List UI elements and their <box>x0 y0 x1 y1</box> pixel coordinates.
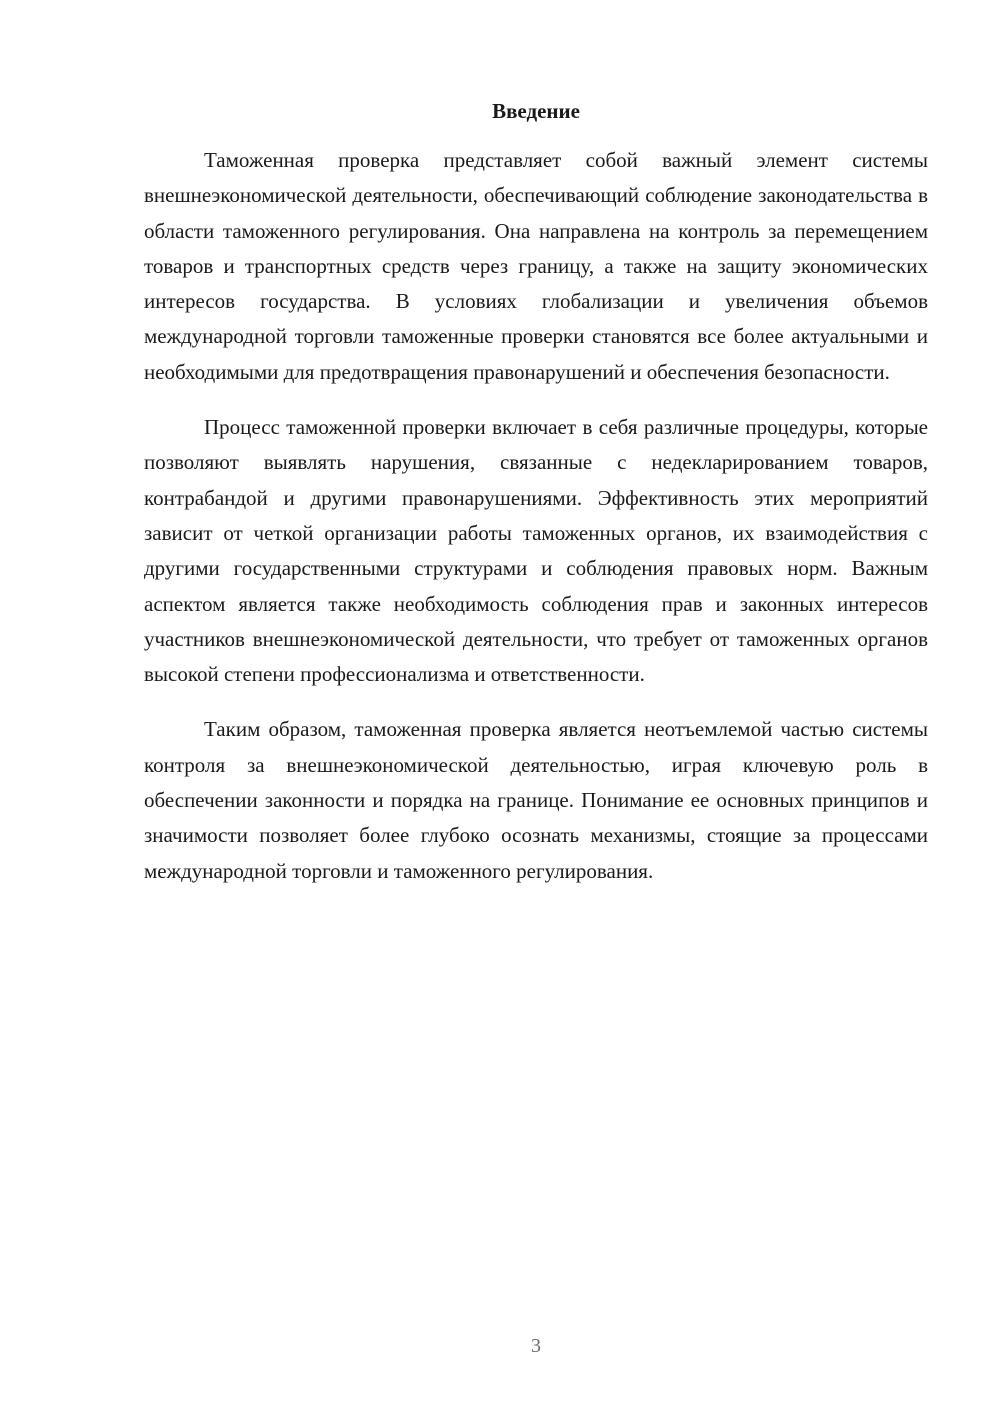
paragraph-1: Таможенная проверка представляет собой важный элемент системы внешнеэкономической деятельности, обеспечивающий соблюдение законодательства в области таможенного регулирования. Она направлена на контроль за перемещением товаров и транспортных средств через границу, а также на защиту экономических интересов государства. В условиях глобализации и увеличения объемов международной торговли таможенные проверки становятся все более актуальными и необходимыми для предотвращения правонарушений и обеспечения безопасности. <box>144 148 928 384</box>
paragraph-2: Процесс таможенной проверки включает в себя различные процедуры, которые позволяют выявлять нарушения, связанные с недекларированием товаров, контрабандой и другими правонарушениями. Эффективность этих мероприятий зависит от четкой организации работы таможенных органов, их взаимодействия с другими государственными структурами и соблюдения правовых норм. Важным аспектом является также необходимость соблюдения прав и законных интересов участников внешнеэкономической деятельности, что требует от таможенных органов высокой степени профессионализма и ответственности. <box>144 415 928 687</box>
page-number: 3 <box>531 1335 541 1357</box>
section-heading: Введение <box>492 99 580 123</box>
paragraph-3: Таким образом, таможенная проверка является неотъемлемой частью системы контроля за внешнеэкономической деятельностью, играя ключевую роль в обеспечении законности и порядка на границе. Понимание ее основных принципов и значимости позволяет более глубоко осознать механизмы, стоящие за процессами международной торговли и таможенного регулирования. <box>144 717 928 883</box>
body-text <box>144 143 928 889</box>
